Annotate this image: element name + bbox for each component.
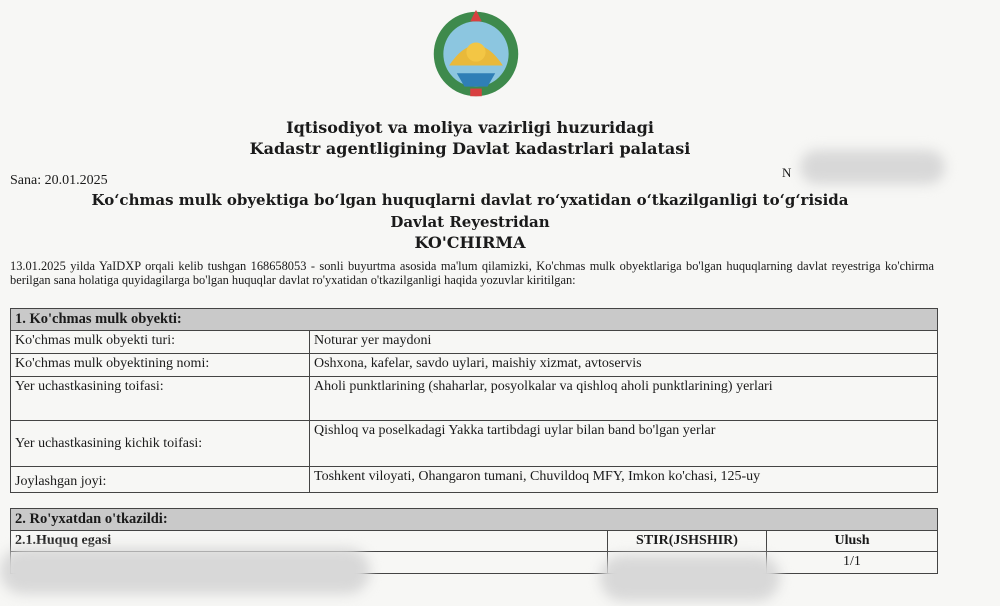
share-column-header: Ulush (767, 531, 938, 552)
section-2-title: 2. Ro'yxatdan o'tkazildi: (11, 509, 938, 531)
row-label: Ko'chmas mulk obyektining nomi: (11, 354, 310, 377)
stir-column-header: STIR(JSHSHIR) (608, 531, 767, 552)
redacted-stir (600, 555, 780, 601)
row-value: Oshxona, kafelar, savdo uylari, maishiy xizmat, avtoservis (310, 354, 938, 377)
owner-column-header: 2.1.Huquq egasi (11, 531, 608, 552)
row-value: Aholi punktlarining (shaharlar, posyolkalar va qishloq aholi punktlarining) yerlari (310, 377, 938, 421)
redacted-number (800, 150, 945, 184)
section-1-title: 1. Ko'chmas mulk obyekti: (11, 309, 938, 331)
share-value: 1/1 (767, 552, 938, 574)
document-title-line-1: Ko‘chmas mulk obyektiga bo‘lgan huquqlarni davlat ro‘yxatidan o‘tkazilganligi to‘g‘risida (91, 191, 849, 209)
row-label: Yer uchastkasining kichik toifasi: (11, 421, 310, 467)
row-value: Toshkent viloyati, Ohangaron tumani, Chuvildoq MFY, Imkon ko'chasi, 125-uy (310, 467, 938, 493)
document-title-line-3: KO'CHIRMA (414, 233, 526, 252)
redacted-owner (0, 548, 370, 594)
row-value: Noturar yer maydoni (310, 331, 938, 354)
row-label: Yer uchastkasining toifasi: (11, 377, 310, 421)
document-date: Sana: 20.01.2025 (10, 173, 108, 188)
document-title-line-2: Davlat Reyestridan (390, 213, 550, 231)
section-1-table (10, 308, 938, 493)
document-number-label: N (782, 165, 792, 180)
organization-line-2: Kadastr agentligining Davlat kadastrlari palatasi (249, 139, 691, 158)
row-label: Ko'chmas mulk obyekti turi: (11, 331, 310, 354)
organization-line-1: Iqtisodiyot va moliya vazirligi huzuridagi (286, 118, 654, 137)
row-label: Joylashgan joyi: (11, 467, 310, 493)
row-value: Qishloq va poselkadagi Yakka tartibdagi uylar bilan band bo'lgan yerlar (310, 421, 938, 467)
intro-paragraph: 13.01.2025 yilda YaIDXP orqali kelib tushgan 168658053 - sonli buyurtma asosida ma'lum qilamizki, Ko'chmas mulk obyektlariga bo'lgan huquqlarning davlat reyestriga ko'chirma berilgan sana holatiga quyidagilarga bo'lgan huquqlar davlat ro'yxatidan o'tkazilganligi haqida yozuvlar kiritilgan: (10, 259, 934, 287)
state-emblem (428, 6, 524, 102)
